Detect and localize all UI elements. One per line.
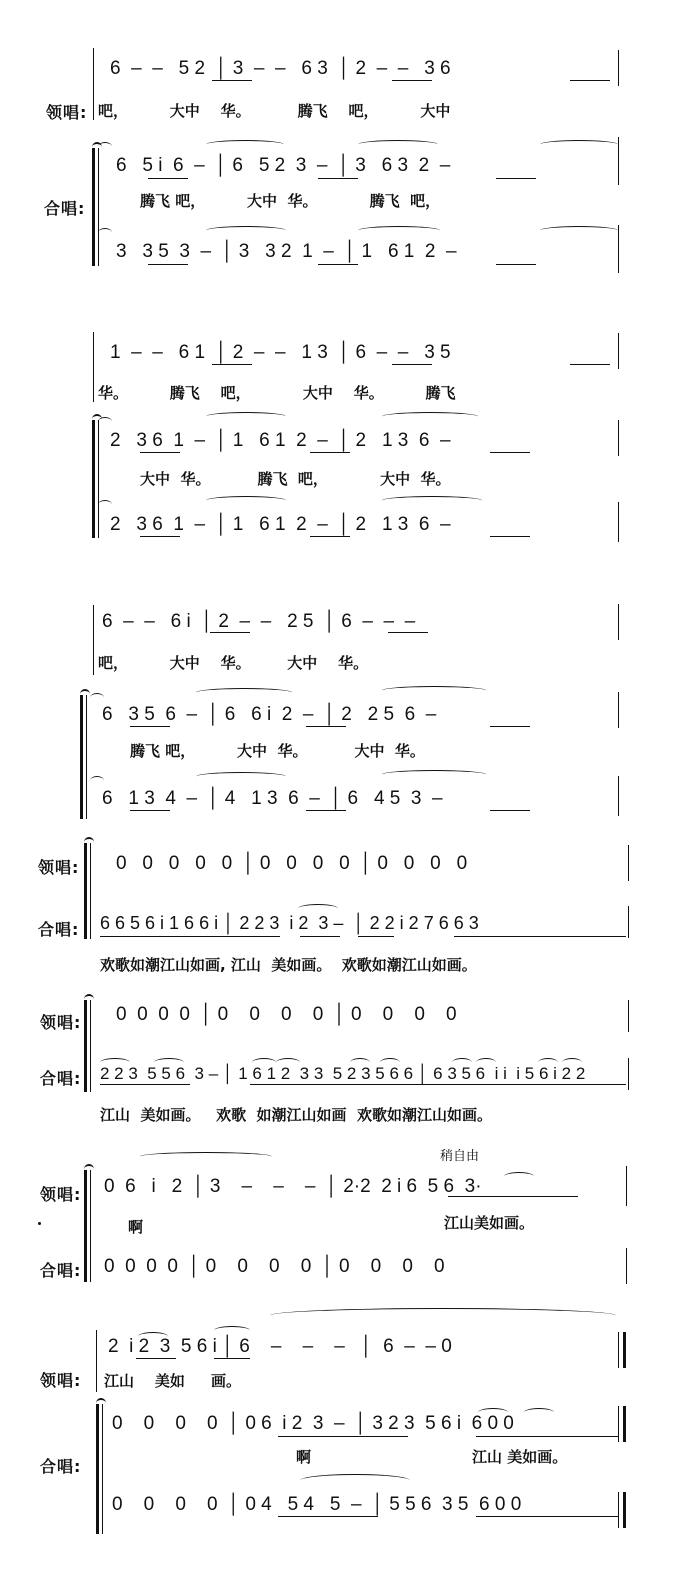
slur	[382, 686, 486, 695]
slur	[196, 772, 286, 781]
chorus-upper-notes: 6 3 5 6 – │ 6 6 i 2 – │ 2 2 5 6 –	[102, 704, 437, 725]
slur	[276, 1058, 300, 1067]
barline	[618, 776, 619, 816]
slur	[98, 228, 112, 237]
barline	[626, 1166, 627, 1206]
system-brace	[84, 843, 87, 939]
duration-underline	[210, 632, 250, 633]
slur	[206, 140, 284, 149]
duration-underline	[130, 810, 170, 811]
slur	[358, 140, 438, 149]
chorus-part-label: 合唱:	[40, 1457, 82, 1476]
tempo-annotation: 稍自由	[440, 1149, 480, 1164]
duration-underline	[278, 1436, 408, 1437]
slur	[206, 412, 286, 421]
lead-notes: 0 0 0 0 0 │ 0 0 0 0 │ 0 0 0 0	[116, 853, 468, 874]
barline	[618, 333, 619, 369]
duration-underline	[148, 178, 188, 179]
barline	[618, 137, 619, 185]
stray-mark	[38, 1222, 41, 1225]
duration-underline	[496, 178, 536, 179]
barline	[618, 420, 619, 456]
lead-notes: 6 – – 5 2 │ 3 – – 6 3 │ 2 – – 3 6	[110, 58, 451, 79]
system-line	[96, 1330, 97, 1392]
duration-underline	[392, 364, 432, 365]
duration-underline	[388, 632, 428, 633]
duration-underline	[212, 364, 252, 365]
duration-underline	[490, 536, 530, 537]
chorus-notes: 6 6 5 6 i 1 6 6 i │ 2 2 3 i 2 3 – │ 2 2 i 2 7 6 6 3	[100, 913, 479, 933]
duration-underline	[454, 936, 626, 937]
barline	[618, 50, 619, 86]
slur	[300, 1474, 410, 1487]
lead-lyrics: 江山 美如 画。	[104, 1372, 242, 1390]
chorus-upper-lyrics: 江山 美如画。	[472, 1448, 568, 1466]
duration-underline	[100, 1084, 190, 1085]
slur	[540, 226, 618, 235]
lead-part-label: 领唱:	[40, 1371, 82, 1390]
chorus-upper-lyrics: 大中 华。 腾飞 吧， 大中 华。	[140, 470, 451, 488]
duration-underline	[148, 264, 188, 265]
barline	[628, 906, 629, 938]
slur	[382, 770, 486, 779]
slur	[214, 1326, 250, 1335]
lead-notes: 6 – – 6 i │ 2 – – 2 5 │ 6 – – –	[102, 611, 416, 632]
slur	[270, 1308, 616, 1323]
slur	[382, 496, 482, 505]
chorus-part-label: 合唱:	[40, 1261, 82, 1280]
slur	[100, 1058, 130, 1067]
system-line	[93, 605, 94, 675]
lead-lyrics: 吧， 大中 华。 腾飞 吧， 大中	[98, 102, 451, 120]
slur	[98, 500, 112, 509]
lead-notes: 0 0 0 0 │ 0 0 0 0 │ 0 0 0 0	[116, 1004, 457, 1025]
slur	[524, 1408, 554, 1417]
slur	[562, 1058, 582, 1067]
system-brace	[84, 1170, 87, 1282]
slur	[478, 1408, 508, 1417]
slur	[98, 142, 112, 151]
slur	[540, 140, 618, 149]
duration-underline	[140, 536, 180, 537]
duration-underline	[476, 1516, 618, 1517]
duration-underline	[448, 1196, 578, 1197]
chorus-lower-notes: 2 3 6 1 – │ 1 6 1 2 – │ 2 1 3 6 –	[110, 514, 451, 535]
slur	[98, 417, 112, 426]
slur	[382, 412, 478, 421]
barline	[618, 604, 619, 640]
duration-underline	[490, 726, 530, 727]
chorus-part-label: 合唱:	[44, 199, 86, 218]
system-line	[93, 48, 94, 120]
duration-underline	[136, 1358, 176, 1359]
chorus-upper-notes: 2 3 6 1 – │ 1 6 1 2 – │ 2 1 3 6 –	[110, 430, 451, 451]
slur	[358, 226, 440, 235]
barline	[626, 1248, 627, 1284]
slur	[252, 1058, 276, 1067]
chorus-notes: 2 2 3 5 5 6 3 – │ 1 6 1 2 3 3 5 2 3 5 6 6 │ 6 3 5 6 i i i 5 6 i 2 2	[100, 1064, 586, 1083]
duration-underline	[278, 1516, 378, 1517]
duration-underline	[496, 264, 536, 265]
slur	[538, 1058, 558, 1067]
chorus-brace	[96, 1404, 99, 1534]
lead-lyrics: 江山美如画。	[444, 1214, 535, 1232]
slur	[140, 1152, 272, 1161]
barline	[618, 225, 619, 273]
lead-part-label: 领唱:	[38, 858, 80, 877]
chorus-brace	[92, 148, 95, 266]
lead-part-label: 领唱:	[40, 1013, 82, 1032]
chorus-lower-notes: 3 3 5 3 – │ 3 3 2 1 – │ 1 6 1 2 –	[116, 241, 457, 262]
chorus-upper-lyrics-ah: 啊	[296, 1448, 312, 1466]
chorus-upper-lyrics: 腾飞 吧， 大中 华。 腾飞 吧，	[140, 192, 441, 210]
slur	[298, 904, 338, 913]
lead-notes: 2 i 2 3 5 6 i │ 6 – – – │ 6 – – 0	[108, 1336, 452, 1357]
lead-notes: 1 – – 6 1 │ 2 – – 1 3 │ 6 – – 3 5	[110, 342, 451, 363]
slur	[452, 1058, 472, 1067]
duration-underline	[318, 264, 358, 265]
duration-underline	[212, 80, 252, 81]
slur	[504, 1172, 534, 1181]
barline	[618, 692, 619, 728]
lead-lyrics-ah: 啊	[128, 1218, 144, 1236]
barline	[618, 502, 619, 542]
system-line	[93, 332, 94, 402]
duration-underline	[306, 810, 346, 811]
barline	[628, 845, 629, 881]
duration-underline	[570, 80, 610, 81]
chorus-lower-notes: 6 1 3 4 – │ 4 1 3 6 – │ 6 4 5 3 –	[102, 788, 443, 809]
duration-underline	[250, 1084, 626, 1085]
slur	[206, 496, 286, 505]
chorus-lyrics: 欢歌如潮江山如画, 江山 美如画。 欢歌如潮江山如画。	[100, 956, 477, 974]
chorus-lower-notes: 0 0 0 0 │ 0 4 5 4 5 – │ 5 5 6 3 5 6 0 0	[112, 1494, 522, 1515]
duration-underline	[476, 1436, 618, 1437]
chorus-notes: 0 0 0 0 │ 0 0 0 0 │ 0 0 0 0	[104, 1256, 445, 1277]
lead-lyrics: 华。 腾飞 吧， 大中 华。 腾飞	[98, 384, 456, 402]
duration-underline	[318, 178, 358, 179]
slur	[206, 226, 286, 235]
slur	[380, 1058, 400, 1067]
slur	[154, 1058, 184, 1067]
duration-underline	[140, 452, 180, 453]
duration-underline	[490, 452, 530, 453]
system-brace	[84, 1000, 87, 1092]
chorus-brace	[92, 420, 95, 538]
chorus-upper-notes: 0 0 0 0 │ 0 6 i 2 3 – │ 3 2 3 5 6 i 6 0 0	[112, 1413, 514, 1434]
chorus-upper-notes: 6 5 i 6 – │ 6 5 2 3 – │ 3 6 3 2 –	[116, 155, 451, 176]
chorus-brace	[80, 695, 83, 819]
chorus-upper-lyrics: 腾飞 吧， 大中 华。 大中 华。	[130, 742, 425, 760]
lead-part-label: 领唱:	[40, 1185, 82, 1204]
duration-underline	[310, 452, 350, 453]
duration-underline	[392, 80, 432, 81]
slur	[476, 1058, 496, 1067]
lead-lyrics: 吧， 大中 华。 大中 华。	[98, 654, 369, 672]
duration-underline	[358, 936, 394, 937]
slur	[350, 1058, 370, 1067]
chorus-part-label: 合唱:	[40, 1069, 82, 1088]
slur	[90, 693, 104, 702]
final-barline	[618, 1332, 626, 1368]
final-barline	[618, 1492, 626, 1528]
slur	[138, 1332, 168, 1341]
duration-underline	[130, 726, 170, 727]
duration-underline	[306, 726, 346, 727]
duration-underline	[570, 364, 610, 365]
duration-underline	[214, 1358, 250, 1359]
lead-notes: 0 6 i 2 │ 3 – – – │ 2·2 2 i 6 5 6 3·	[104, 1176, 482, 1197]
final-barline	[618, 1406, 626, 1442]
slur	[196, 688, 292, 697]
barline	[628, 1058, 629, 1090]
duration-underline	[100, 936, 280, 937]
duration-underline	[490, 810, 530, 811]
chorus-part-label: 合唱:	[38, 920, 80, 939]
duration-underline	[300, 936, 340, 937]
barline	[628, 1000, 629, 1032]
slur	[90, 776, 104, 785]
duration-underline	[310, 536, 350, 537]
lead-part-label: 领唱:	[46, 103, 88, 122]
chorus-lyrics: 江山 美如画。 欢歌 如潮江山如画 欢歌如潮江山如画。	[100, 1106, 493, 1124]
